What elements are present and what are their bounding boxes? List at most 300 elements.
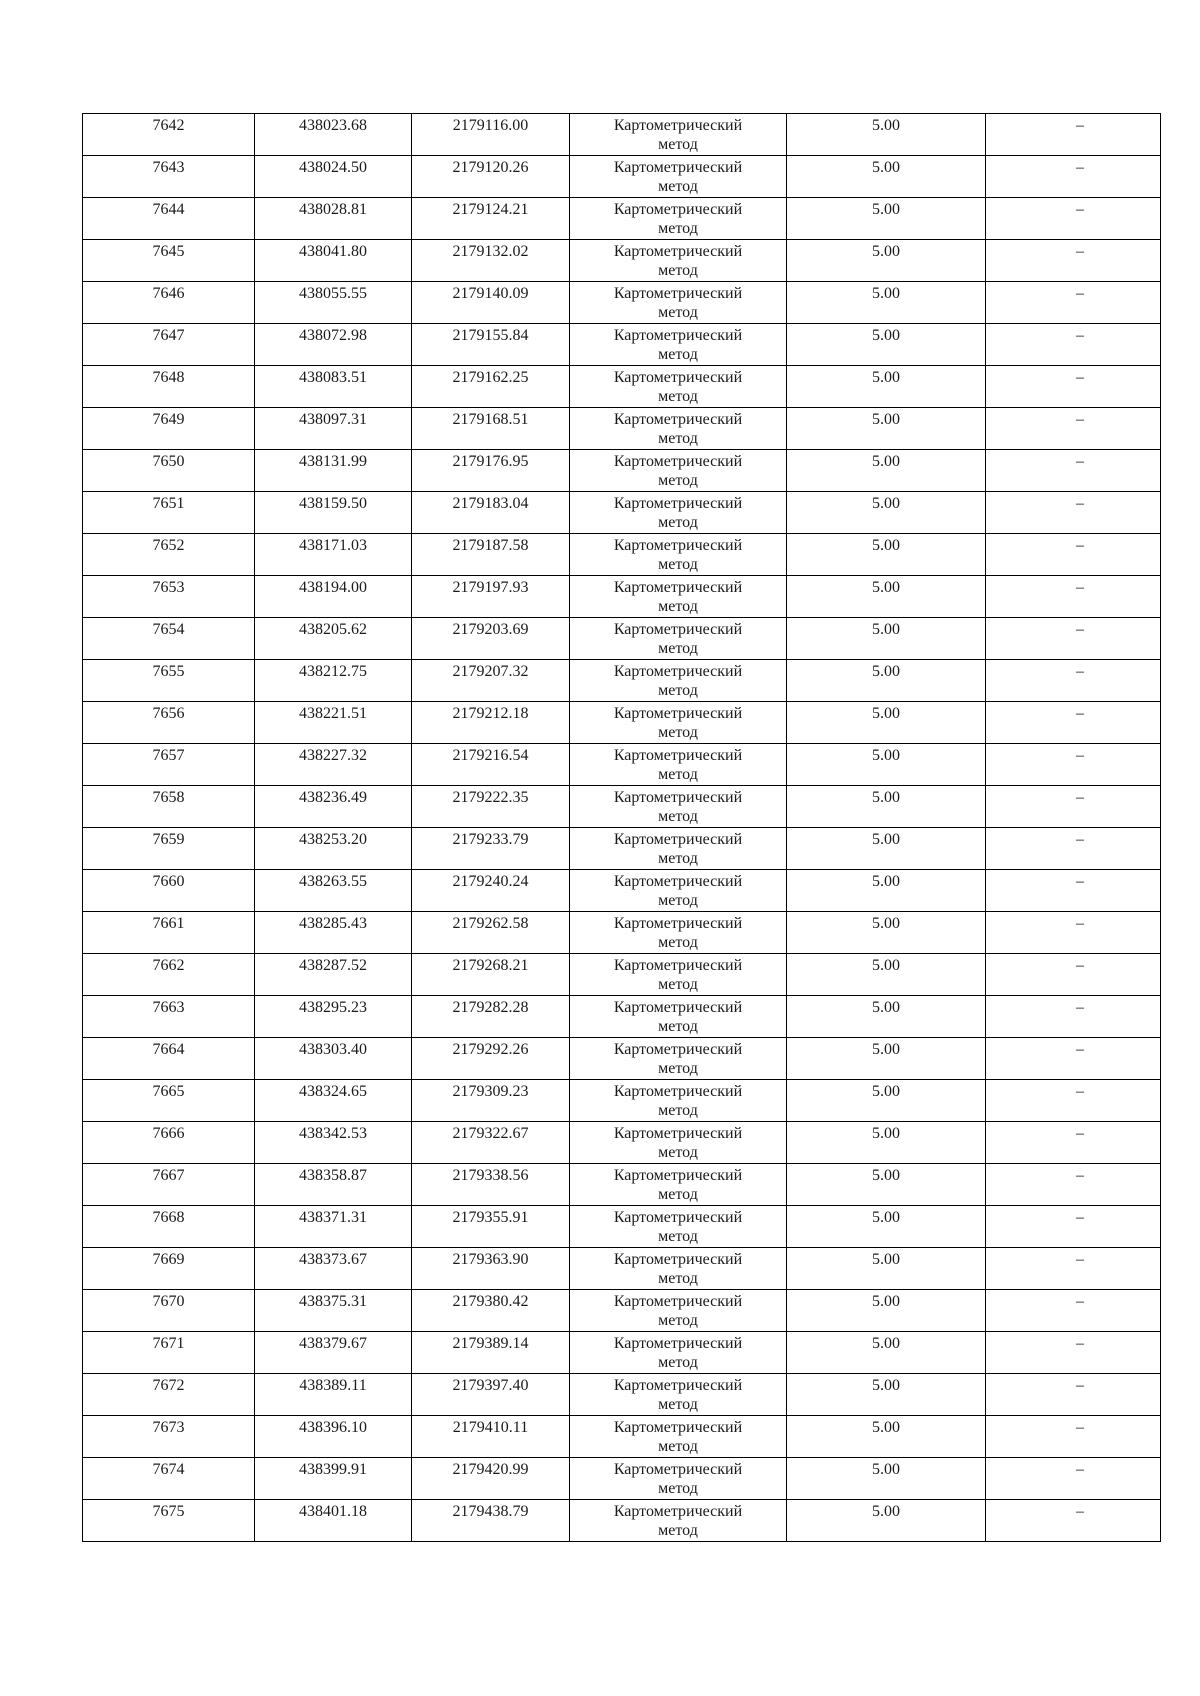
method-cell xyxy=(570,870,787,912)
method-line-2: метод xyxy=(658,598,698,615)
table-row xyxy=(83,534,1161,576)
method-line-2: метод xyxy=(658,1018,698,1035)
table-row xyxy=(83,1248,1161,1290)
accuracy-cell-text: 5.00 xyxy=(872,1209,900,1226)
point-number-cell-text: 7644 xyxy=(152,201,185,218)
method-line-1: Картометрический xyxy=(613,999,743,1016)
method-line-2: метод xyxy=(658,1144,698,1161)
method-cell xyxy=(570,1290,787,1332)
accuracy-cell-text: 5.00 xyxy=(872,1293,900,1310)
x-coordinate-cell xyxy=(255,1374,412,1416)
table-row xyxy=(83,408,1161,450)
point-number-cell-text: 7647 xyxy=(152,327,185,344)
description-cell xyxy=(986,912,1161,954)
table-row xyxy=(83,1080,1161,1122)
table-row xyxy=(83,996,1161,1038)
method-cell xyxy=(570,114,787,156)
method-cell xyxy=(570,1500,787,1542)
x-coordinate-cell xyxy=(255,912,412,954)
accuracy-cell xyxy=(787,618,986,660)
description-cell-text: – xyxy=(1076,831,1084,848)
accuracy-cell xyxy=(787,198,986,240)
point-number-cell-text: 7667 xyxy=(152,1167,185,1184)
description-cell xyxy=(986,828,1161,870)
y-coordinate-cell xyxy=(412,786,570,828)
y-coordinate-cell-text: 2179120.26 xyxy=(452,159,529,176)
description-cell xyxy=(986,870,1161,912)
accuracy-cell xyxy=(787,282,986,324)
description-cell-text: – xyxy=(1076,579,1084,596)
method-line-2: метод xyxy=(658,1228,698,1245)
point-number-cell-text: 7675 xyxy=(152,1503,185,1520)
point-number-cell xyxy=(83,1122,255,1164)
x-coordinate-cell-text: 438324.65 xyxy=(299,1083,367,1100)
description-cell-text: – xyxy=(1076,1419,1084,1436)
method-line-2: метод xyxy=(658,220,698,237)
y-coordinate-cell-text: 2179262.58 xyxy=(452,915,529,932)
point-number-cell xyxy=(83,576,255,618)
y-coordinate-cell xyxy=(412,1038,570,1080)
point-number-cell xyxy=(83,492,255,534)
point-number-cell xyxy=(83,534,255,576)
description-cell xyxy=(986,1374,1161,1416)
x-coordinate-cell-text: 438379.67 xyxy=(299,1335,367,1352)
accuracy-cell xyxy=(787,1122,986,1164)
method-line-1: Картометрический xyxy=(613,1251,743,1268)
method-line-2: метод xyxy=(658,346,698,363)
y-coordinate-cell xyxy=(412,828,570,870)
y-coordinate-cell-text: 2179282.28 xyxy=(452,999,529,1016)
accuracy-cell xyxy=(787,744,986,786)
y-coordinate-cell xyxy=(412,534,570,576)
description-cell-text: – xyxy=(1076,537,1084,554)
method-line-1: Картометрический xyxy=(613,705,743,722)
method-cell xyxy=(570,1416,787,1458)
y-coordinate-cell-text: 2179363.90 xyxy=(452,1251,529,1268)
table-row xyxy=(83,954,1161,996)
x-coordinate-cell xyxy=(255,744,412,786)
x-coordinate-cell-text: 438399.91 xyxy=(299,1461,367,1478)
method-cell xyxy=(570,1164,787,1206)
description-cell-text: – xyxy=(1076,1041,1084,1058)
method-line-1: Картометрический xyxy=(613,1209,743,1226)
method-line-1: Картометрический xyxy=(613,915,743,932)
method-cell xyxy=(570,198,787,240)
method-line-1: Картометрический xyxy=(613,873,743,890)
x-coordinate-cell-text: 438131.99 xyxy=(299,453,367,470)
point-number-cell xyxy=(83,1248,255,1290)
point-number-cell-text: 7650 xyxy=(152,453,185,470)
y-coordinate-cell-text: 2179322.67 xyxy=(452,1125,529,1142)
x-coordinate-cell-text: 438072.98 xyxy=(299,327,367,344)
accuracy-cell xyxy=(787,156,986,198)
y-coordinate-cell xyxy=(412,1080,570,1122)
description-cell xyxy=(986,492,1161,534)
point-number-cell-text: 7642 xyxy=(152,117,185,134)
accuracy-cell-text: 5.00 xyxy=(872,957,900,974)
description-cell xyxy=(986,324,1161,366)
description-cell xyxy=(986,1500,1161,1542)
y-coordinate-cell-text: 2179389.14 xyxy=(452,1335,529,1352)
description-cell-text: – xyxy=(1076,1461,1084,1478)
description-cell-text: – xyxy=(1076,1377,1084,1394)
method-line-1: Картометрический xyxy=(613,1041,743,1058)
y-coordinate-cell-text: 2179212.18 xyxy=(452,705,529,722)
accuracy-cell-text: 5.00 xyxy=(872,327,900,344)
point-number-cell-text: 7665 xyxy=(152,1083,185,1100)
point-number-cell-text: 7656 xyxy=(152,705,185,722)
accuracy-cell-text: 5.00 xyxy=(872,1083,900,1100)
coordinates-table xyxy=(82,113,1161,1542)
description-cell-text: – xyxy=(1076,369,1084,386)
y-coordinate-cell xyxy=(412,744,570,786)
table-row xyxy=(83,660,1161,702)
method-line-2: метод xyxy=(658,808,698,825)
y-coordinate-cell-text: 2179116.00 xyxy=(452,117,529,134)
table-row xyxy=(83,198,1161,240)
point-number-cell-text: 7660 xyxy=(152,873,185,890)
x-coordinate-cell-text: 438083.51 xyxy=(299,369,367,386)
point-number-cell-text: 7652 xyxy=(152,537,185,554)
description-cell-text: – xyxy=(1076,1209,1084,1226)
method-cell xyxy=(570,996,787,1038)
method-cell xyxy=(570,1080,787,1122)
accuracy-cell xyxy=(787,408,986,450)
table-row xyxy=(83,786,1161,828)
accuracy-cell-text: 5.00 xyxy=(872,1419,900,1436)
x-coordinate-cell-text: 438303.40 xyxy=(299,1041,367,1058)
point-number-cell-text: 7646 xyxy=(152,285,185,302)
x-coordinate-cell-text: 438342.53 xyxy=(299,1125,367,1142)
method-cell xyxy=(570,1458,787,1500)
description-cell-text: – xyxy=(1076,495,1084,512)
method-line-1: Картометрический xyxy=(613,957,743,974)
accuracy-cell-text: 5.00 xyxy=(872,201,900,218)
accuracy-cell xyxy=(787,1206,986,1248)
accuracy-cell xyxy=(787,1458,986,1500)
point-number-cell xyxy=(83,366,255,408)
y-coordinate-cell xyxy=(412,1374,570,1416)
description-cell-text: – xyxy=(1076,915,1084,932)
method-line-2: метод xyxy=(658,1312,698,1329)
method-line-1: Картометрический xyxy=(613,621,743,638)
x-coordinate-cell xyxy=(255,324,412,366)
y-coordinate-cell xyxy=(412,198,570,240)
accuracy-cell xyxy=(787,1248,986,1290)
point-number-cell-text: 7659 xyxy=(152,831,185,848)
point-number-cell-text: 7651 xyxy=(152,495,185,512)
table-row xyxy=(83,1122,1161,1164)
method-line-2: метод xyxy=(658,388,698,405)
y-coordinate-cell xyxy=(412,114,570,156)
description-cell xyxy=(986,954,1161,996)
point-number-cell-text: 7661 xyxy=(152,915,185,932)
x-coordinate-cell xyxy=(255,1458,412,1500)
method-line-1: Картометрический xyxy=(613,1167,743,1184)
description-cell xyxy=(986,576,1161,618)
description-cell xyxy=(986,786,1161,828)
method-line-1: Картометрический xyxy=(613,579,743,596)
y-coordinate-cell-text: 2179207.32 xyxy=(452,663,529,680)
description-cell-text: – xyxy=(1076,1503,1084,1520)
description-cell xyxy=(986,1248,1161,1290)
method-line-2: метод xyxy=(658,1522,698,1539)
description-cell xyxy=(986,240,1161,282)
method-line-2: метод xyxy=(658,1186,698,1203)
point-number-cell-text: 7670 xyxy=(152,1293,185,1310)
description-cell xyxy=(986,660,1161,702)
method-cell xyxy=(570,366,787,408)
description-cell xyxy=(986,1290,1161,1332)
accuracy-cell xyxy=(787,1500,986,1542)
accuracy-cell-text: 5.00 xyxy=(872,537,900,554)
point-number-cell xyxy=(83,450,255,492)
x-coordinate-cell xyxy=(255,282,412,324)
y-coordinate-cell xyxy=(412,702,570,744)
table-row xyxy=(83,240,1161,282)
y-coordinate-cell xyxy=(412,240,570,282)
x-coordinate-cell xyxy=(255,1248,412,1290)
method-line-1: Картометрический xyxy=(613,285,743,302)
x-coordinate-cell-text: 438041.80 xyxy=(299,243,367,260)
x-coordinate-cell-text: 438401.18 xyxy=(299,1503,367,1520)
coordinates-table-body xyxy=(83,114,1161,1542)
description-cell xyxy=(986,156,1161,198)
description-cell-text: – xyxy=(1076,159,1084,176)
y-coordinate-cell-text: 2179222.35 xyxy=(452,789,529,806)
description-cell xyxy=(986,618,1161,660)
accuracy-cell xyxy=(787,828,986,870)
y-coordinate-cell xyxy=(412,156,570,198)
y-coordinate-cell xyxy=(412,1332,570,1374)
y-coordinate-cell-text: 2179420.99 xyxy=(452,1461,529,1478)
accuracy-cell-text: 5.00 xyxy=(872,1251,900,1268)
method-cell xyxy=(570,1332,787,1374)
point-number-cell xyxy=(83,114,255,156)
description-cell xyxy=(986,198,1161,240)
x-coordinate-cell xyxy=(255,1290,412,1332)
y-coordinate-cell-text: 2179338.56 xyxy=(452,1167,529,1184)
x-coordinate-cell-text: 438389.11 xyxy=(299,1377,367,1394)
table-row xyxy=(83,1416,1161,1458)
point-number-cell xyxy=(83,156,255,198)
accuracy-cell xyxy=(787,786,986,828)
y-coordinate-cell-text: 2179155.84 xyxy=(452,327,529,344)
method-line-2: метод xyxy=(658,430,698,447)
table-row xyxy=(83,1290,1161,1332)
x-coordinate-cell xyxy=(255,240,412,282)
x-coordinate-cell xyxy=(255,996,412,1038)
y-coordinate-cell xyxy=(412,660,570,702)
accuracy-cell xyxy=(787,114,986,156)
method-line-1: Картометрический xyxy=(613,411,743,428)
x-coordinate-cell-text: 438227.32 xyxy=(299,747,367,764)
accuracy-cell-text: 5.00 xyxy=(872,453,900,470)
description-cell-text: – xyxy=(1076,327,1084,344)
x-coordinate-cell xyxy=(255,450,412,492)
method-line-1: Картометрический xyxy=(613,369,743,386)
method-line-2: метод xyxy=(658,1396,698,1413)
table-row xyxy=(83,1500,1161,1542)
description-cell-text: – xyxy=(1076,957,1084,974)
accuracy-cell-text: 5.00 xyxy=(872,1041,900,1058)
y-coordinate-cell xyxy=(412,618,570,660)
accuracy-cell-text: 5.00 xyxy=(872,831,900,848)
method-cell xyxy=(570,1206,787,1248)
accuracy-cell xyxy=(787,870,986,912)
description-cell xyxy=(986,744,1161,786)
description-cell-text: – xyxy=(1076,1335,1084,1352)
y-coordinate-cell-text: 2179162.25 xyxy=(452,369,529,386)
x-coordinate-cell-text: 438375.31 xyxy=(299,1293,367,1310)
accuracy-cell xyxy=(787,954,986,996)
point-number-cell-text: 7672 xyxy=(152,1377,185,1394)
x-coordinate-cell xyxy=(255,198,412,240)
method-cell xyxy=(570,408,787,450)
y-coordinate-cell xyxy=(412,1122,570,1164)
method-cell xyxy=(570,492,787,534)
description-cell-text: – xyxy=(1076,1293,1084,1310)
accuracy-cell-text: 5.00 xyxy=(872,1503,900,1520)
y-coordinate-cell xyxy=(412,1416,570,1458)
x-coordinate-cell xyxy=(255,1332,412,1374)
x-coordinate-cell xyxy=(255,1038,412,1080)
description-cell-text: – xyxy=(1076,705,1084,722)
accuracy-cell-text: 5.00 xyxy=(872,579,900,596)
description-cell-text: – xyxy=(1076,747,1084,764)
description-cell-text: – xyxy=(1076,1125,1084,1142)
description-cell xyxy=(986,1416,1161,1458)
point-number-cell xyxy=(83,1374,255,1416)
method-line-2: метод xyxy=(658,1480,698,1497)
accuracy-cell-text: 5.00 xyxy=(872,663,900,680)
table-row xyxy=(83,1206,1161,1248)
y-coordinate-cell xyxy=(412,1206,570,1248)
point-number-cell xyxy=(83,744,255,786)
description-cell-text: – xyxy=(1076,1251,1084,1268)
y-coordinate-cell xyxy=(412,870,570,912)
description-cell xyxy=(986,408,1161,450)
description-cell-text: – xyxy=(1076,243,1084,260)
point-number-cell-text: 7662 xyxy=(152,957,185,974)
x-coordinate-cell xyxy=(255,702,412,744)
accuracy-cell-text: 5.00 xyxy=(872,243,900,260)
description-cell-text: – xyxy=(1076,621,1084,638)
accuracy-cell xyxy=(787,996,986,1038)
point-number-cell xyxy=(83,408,255,450)
x-coordinate-cell-text: 438055.55 xyxy=(299,285,367,302)
method-line-1: Картометрический xyxy=(613,1125,743,1142)
x-coordinate-cell-text: 438023.68 xyxy=(299,117,367,134)
table-row xyxy=(83,870,1161,912)
method-cell xyxy=(570,576,787,618)
x-coordinate-cell xyxy=(255,828,412,870)
point-number-cell xyxy=(83,1458,255,1500)
method-line-1: Картометрический xyxy=(613,747,743,764)
description-cell xyxy=(986,282,1161,324)
table-row xyxy=(83,366,1161,408)
point-number-cell xyxy=(83,870,255,912)
point-number-cell xyxy=(83,1332,255,1374)
y-coordinate-cell-text: 2179176.95 xyxy=(452,453,529,470)
point-number-cell xyxy=(83,912,255,954)
method-cell xyxy=(570,1038,787,1080)
x-coordinate-cell-text: 438396.10 xyxy=(299,1419,367,1436)
accuracy-cell xyxy=(787,912,986,954)
x-coordinate-cell xyxy=(255,534,412,576)
point-number-cell-text: 7671 xyxy=(152,1335,185,1352)
method-cell xyxy=(570,954,787,996)
method-cell xyxy=(570,450,787,492)
point-number-cell xyxy=(83,618,255,660)
method-line-1: Картометрический xyxy=(613,1083,743,1100)
method-line-1: Картометрический xyxy=(613,789,743,806)
y-coordinate-cell-text: 2179240.24 xyxy=(452,873,529,890)
y-coordinate-cell-text: 2179197.93 xyxy=(452,579,529,596)
accuracy-cell-text: 5.00 xyxy=(872,705,900,722)
accuracy-cell-text: 5.00 xyxy=(872,1167,900,1184)
accuracy-cell-text: 5.00 xyxy=(872,1461,900,1478)
x-coordinate-cell-text: 438028.81 xyxy=(299,201,367,218)
accuracy-cell xyxy=(787,1374,986,1416)
accuracy-cell-text: 5.00 xyxy=(872,159,900,176)
point-number-cell-text: 7648 xyxy=(152,369,185,386)
description-cell-text: – xyxy=(1076,873,1084,890)
method-line-2: метод xyxy=(658,976,698,993)
accuracy-cell xyxy=(787,324,986,366)
point-number-cell xyxy=(83,1164,255,1206)
x-coordinate-cell-text: 438287.52 xyxy=(299,957,367,974)
point-number-cell xyxy=(83,828,255,870)
method-line-2: метод xyxy=(658,724,698,741)
point-number-cell xyxy=(83,954,255,996)
method-line-1: Картометрический xyxy=(613,663,743,680)
point-number-cell-text: 7643 xyxy=(152,159,185,176)
point-number-cell xyxy=(83,1290,255,1332)
x-coordinate-cell-text: 438285.43 xyxy=(299,915,367,932)
x-coordinate-cell-text: 438221.51 xyxy=(299,705,367,722)
method-line-2: метод xyxy=(658,514,698,531)
method-cell xyxy=(570,786,787,828)
y-coordinate-cell xyxy=(412,408,570,450)
x-coordinate-cell xyxy=(255,954,412,996)
y-coordinate-cell xyxy=(412,1458,570,1500)
table-row xyxy=(83,618,1161,660)
y-coordinate-cell xyxy=(412,912,570,954)
method-cell xyxy=(570,1248,787,1290)
x-coordinate-cell xyxy=(255,408,412,450)
description-cell-text: – xyxy=(1076,1167,1084,1184)
accuracy-cell xyxy=(787,1164,986,1206)
accuracy-cell xyxy=(787,1038,986,1080)
method-line-2: метод xyxy=(658,304,698,321)
x-coordinate-cell-text: 438263.55 xyxy=(299,873,367,890)
accuracy-cell-text: 5.00 xyxy=(872,1335,900,1352)
description-cell xyxy=(986,1038,1161,1080)
table-row xyxy=(83,450,1161,492)
x-coordinate-cell xyxy=(255,366,412,408)
table-row xyxy=(83,1164,1161,1206)
point-number-cell-text: 7669 xyxy=(152,1251,185,1268)
accuracy-cell-text: 5.00 xyxy=(872,411,900,428)
description-cell-text: – xyxy=(1076,285,1084,302)
point-number-cell xyxy=(83,198,255,240)
y-coordinate-cell-text: 2179203.69 xyxy=(452,621,529,638)
description-cell xyxy=(986,1332,1161,1374)
table-row xyxy=(83,282,1161,324)
x-coordinate-cell xyxy=(255,660,412,702)
point-number-cell-text: 7653 xyxy=(152,579,185,596)
